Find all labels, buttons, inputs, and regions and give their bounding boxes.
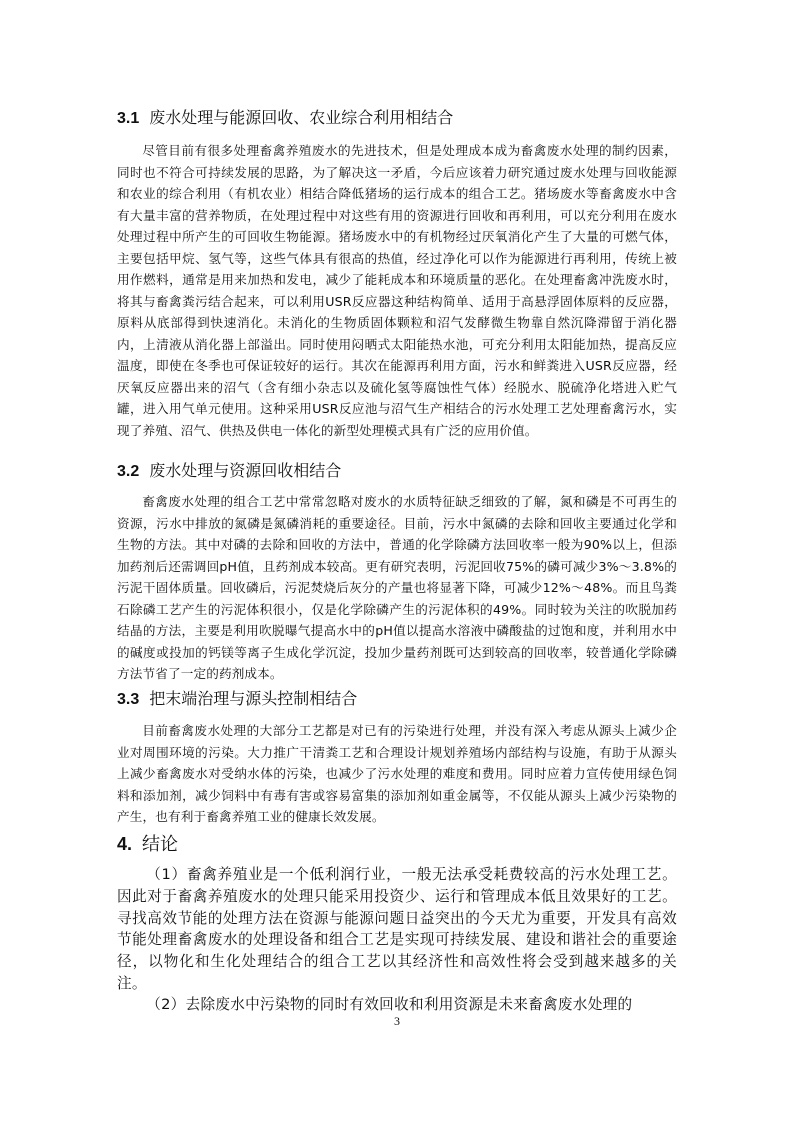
section-number: 3.3 [117, 691, 140, 708]
section-paragraph-3-1: 尽管目前有很多处理畜禽养殖废水的先进技术，但是处理成本成为畜禽废水处理的制约因素，同时也不符合可持续发展的思路，为了解决这一矛盾，今后应该着力研究通过废水处理与回收能源和农业的综合利用（有机农业）相结合降低猪场的运行成本的组合工艺。猪场废水等畜禽废水中含有大量丰富的营养物质，在处理过程中对这些有用的资源进行回收和再利用，可以充分利用在废水处理过程中所产生的可回收生物能源。猪场废水中的有机物经过厌氧消化产生了大量的可燃气体，主要包括甲烷、氢气等，这些气体具有很高的热值，经过净化可以作为能源进行再利用，传统上被用作燃料，通常是用来加热和发电，减少了能耗成本和环境质量的恶化。在处理畜禽冲洗废水时，将其与畜禽粪污结合起来，可以利用USR反应器这种结构简单、适用于高悬浮固体原料的反应器，原料从底部得到快速消化。未消化的生物质固体颗粒和沼气发酵微生物靠自然沉降滞留于消化器内，上清液从消化器上部溢出。同时使用闷晒式太阳能热水池，可充分利用太阳能加热，提高反应温度，即使在冬季也可保证较好的运行。其次在能源再利用方面，污水和鲜粪进入USR反应器，经厌氧反应器出来的沼气（含有细小杂志以及硫化氢等腐蚀性气体）经脱水、脱硫净化塔进入贮气罐，进入用气单元使用。这种采用USR反应池与沼气生产相结合的污水处理工艺处理畜禽污水，实现了养殖、沼气、供热及供电一体化的新型处理模式具有广泛的应用价值。 [117, 143, 677, 438]
section-paragraph-3-3: 目前畜禽废水处理的大部分工艺都是对已有的污染进行处理，并没有深入考虑从源头上减少企业对周围环境的污染。大力推广干清粪工艺和合理设计规划养殖场内部结构与设施，有助于从源头上减少畜禽废水对受纳水体的污染，也减少了污水处理的难度和费用。同时应着力宣传使用绿色饲料和添加剂，减少饲料中有毒有害或容易富集的添加剂如重金属等，不仅能从源头上减少污染物的产生，也有利于畜禽养殖工业的健康长效发展。 [117, 723, 677, 824]
section-number: 4. [117, 834, 133, 854]
page-number: 3 [394, 1014, 400, 1028]
section-title: 把末端治理与源头控制相结合 [149, 689, 358, 708]
section-number: 3.1 [117, 110, 140, 127]
section-title: 废水处理与能源回收、农业综合利用相结合 [149, 108, 454, 127]
section-title: 结论 [142, 834, 179, 855]
section-title: 废水处理与资源回收相结合 [149, 461, 342, 480]
conclusion-item-2: （2）去除废水中污染物的同时有效回收和利用资源是未来畜禽废水处理的 [146, 996, 633, 1013]
section-heading-3-1 [117, 107, 453, 130]
section-paragraph-3-2: 畜禽废水处理的组合工艺中常常忽略对废水的水质特征缺乏细致的了解，氮和磷是不可再生的资源，污水中排放的氮磷是氮磷消耗的重要途径。目前，污水中氮磷的去除和回收主要通过化学和生物的方法。其中对磷的去除和回收的方法中，普通的化学除磷方法回收率一般为90%以上，但添加药剂后还需调回pH值，且药剂成本较高。更有研究表明，污泥回收75%的磷可减少3%～3.8%的污泥干固体质量。回收磷后，污泥焚烧后灰分的产量也将显著下降，可减少12%～48%。而且鸟粪石除磷工艺产生的污泥体积很小，仅是化学除磷产生的污泥体积的49%。同时较为关注的吹脱加药结晶的方法，主要是利用吹脱曝气提高水中的pH值以提高水溶液中磷酸盐的过饱和度，并利用水中的碱度或投加的钙镁等离子生成化学沉淀，投加少量药剂既可达到较高的回收率，较普通化学除磷方法节省了一定的药剂成本。 [117, 494, 677, 681]
section-heading-3-2 [117, 460, 341, 483]
section-number: 3.2 [117, 463, 140, 480]
conclusion-item-1: （1）畜禽养殖业是一个低利润行业，一般无法承受耗费较高的污水处理工艺。因此对于畜禽养殖废水的处理只能采用投资少、运行和管理成本低且效果好的工艺。寻找高效节能的处理方法在资源与能源问题日益突出的今天尤为重要，开发具有高效节能处理畜禽废水的处理设备和组合工艺是实现可持续发展、建设和谐社会的重要途径，以物化和生化处理结合的组合工艺以其经济性和高效性将会受到越来越多的关注。 [117, 866, 677, 992]
conclusion-heading [117, 833, 178, 856]
section-heading-3-3 [117, 688, 357, 711]
